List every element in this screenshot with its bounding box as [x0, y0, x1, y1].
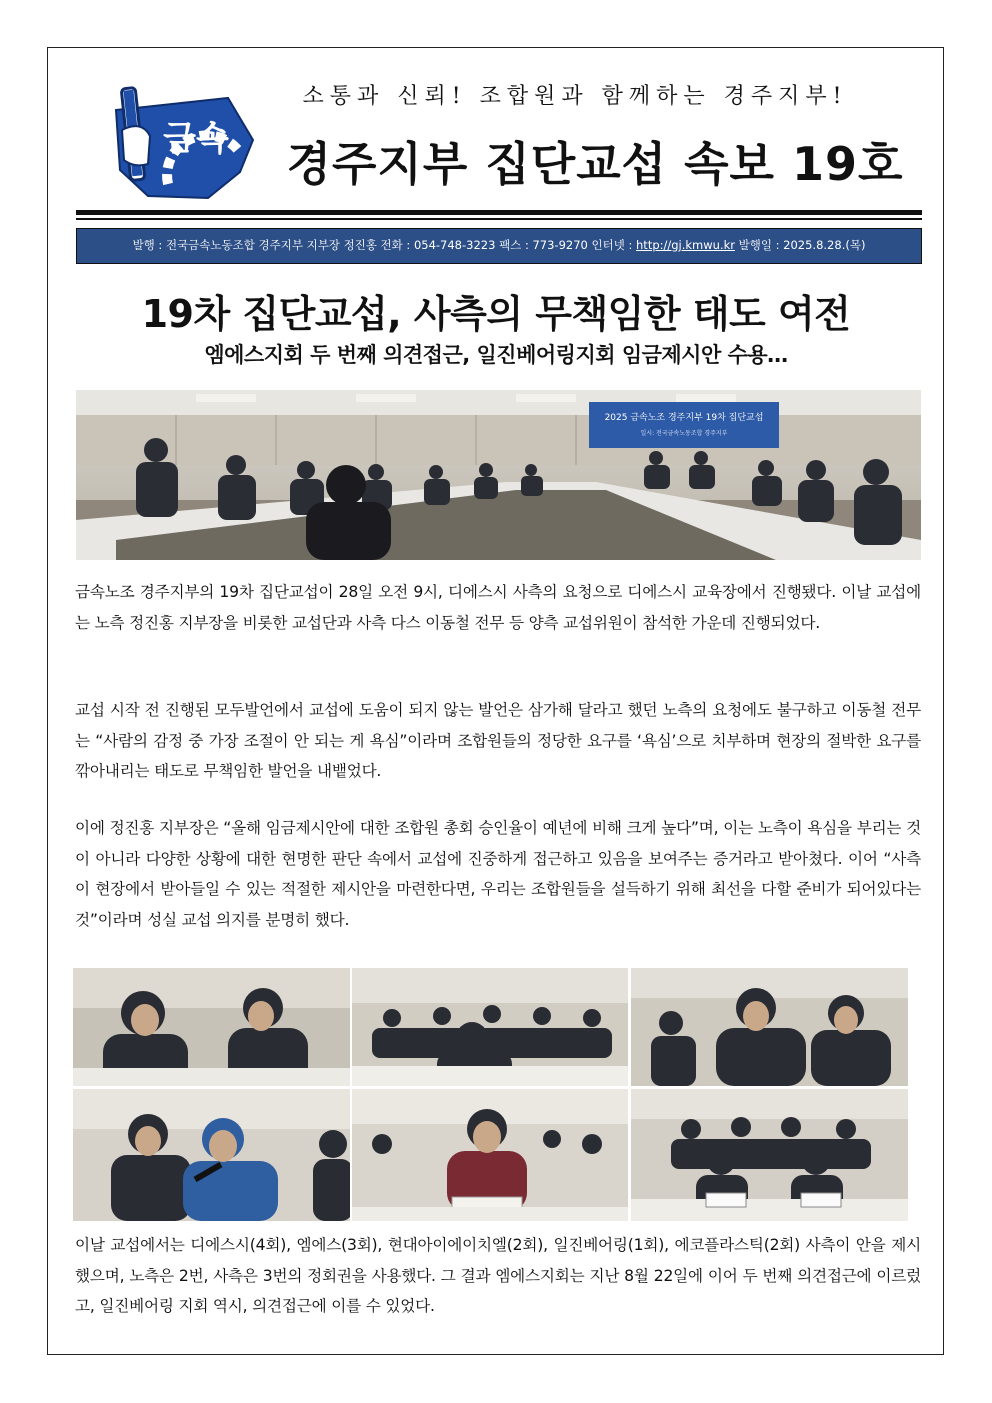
article-paragraph-3: 이에 정진홍 지부장은 “올해 임금제시안에 대한 조합원 총회 승인율이 예년에 비해 크게 높다”며, 이는 노측이 욕심을 부리는 것이 아니라 다양한 상황에 대한 현명한 판단 속에서 교섭에 진중하게 접근하고 있음을 보여주는 증거라고 받아쳤다. 이어 “사측이 현장에서 받아들일 수 있는 적절한 제시안을 마련한다면, 우리는 조합원들을 설득하기 위해 최선을 다할 준비가 되어있다는 것”이라며 성실 교섭 의지를 분명히 했다. [75, 819, 921, 929]
slogan: 소통과 신뢰! 조합원과 함께하는 경주지부! [302, 84, 848, 109]
banner-subtitle: 일시: 전국금속노동조합 경주지부 [640, 430, 728, 437]
photo-union-speaker-3 [352, 1089, 628, 1221]
website-link[interactable]: http://gj.kmwu.kr [636, 238, 735, 252]
header-rule-thick [76, 210, 922, 215]
photo-union-speaker-2 [73, 1089, 350, 1221]
header-rule-thin [76, 218, 922, 220]
issue-date: 발행일 : 2025.8.28.(목) [735, 238, 866, 252]
article-paragraph-4: 이날 교섭에서는 디에스시(4회), 엠에스(3회), 현대아이에이치엘(2회), 일진베어링(1회), 에코플라스틱(2회) 사측이 안을 제시했으며, 노측은 2번, 사측은 3번의 정회권을 사용했다. 그 결과 엠에스지회는 지난 8월 22일에 이어 두 번째 의견접근에 이르렀고, 일진베어링 지회 역시, 의견접근에 이를 수 있었다. [75, 1236, 921, 1315]
newsletter-title: 경주지부 집단교섭 속보 19호 [286, 137, 904, 191]
photo-union-delegates-2 [631, 968, 908, 1086]
union-logo [108, 80, 258, 200]
logo-text: 금속 [163, 119, 229, 159]
publisher-info: 발행 : 전국금속노동조합 경주지부 지부장 정진홍 전화 : 054-748-3223 팩스 : 773-9270 인터넷 : [132, 238, 637, 252]
article-headline: 19차 집단교섭, 사측의 무책임한 태도 여전 [141, 292, 851, 336]
article-paragraph-1: 금속노조 경주지부의 19차 집단교섭이 28일 오전 9시, 디에스시 사측의 요청으로 디에스시 교육장에서 진행됐다. 이날 교섭에는 노측 정진홍 지부장을 비롯한 교섭단과 사측 다스 이동철 전무 등 양측 교섭위원이 참석한 가운데 진행되었다. [75, 583, 921, 632]
article-subheadline: 엠에스지회 두 번째 의견접근, 일진베어링지회 임금제시안 수용… [204, 343, 788, 367]
article-paragraph-2: 교섭 시작 전 진행된 모두발언에서 교섭에 도움이 되지 않는 발언은 삼가해 달라고 했던 노측의 요청에도 불구하고 이동철 전무는 “사람의 감정 중 가장 조절이 안 되는 게 욕심”이라며 조합원들의 정당한 요구를 ‘욕심’으로 치부하며 현장의 절박한 요구를 깎아내리는 태도로 무책임한 발언을 내뱉었다. [75, 701, 921, 780]
photo-union-delegates-1 [352, 968, 628, 1086]
banner-title: 2025 금속노조 경주지부 19차 집단교섭 [604, 413, 764, 423]
photo-union-speaker-1 [73, 968, 350, 1086]
main-photo-bargaining-room [76, 390, 921, 560]
publication-info-bar [76, 228, 922, 264]
photo-company-delegates [631, 1089, 908, 1221]
